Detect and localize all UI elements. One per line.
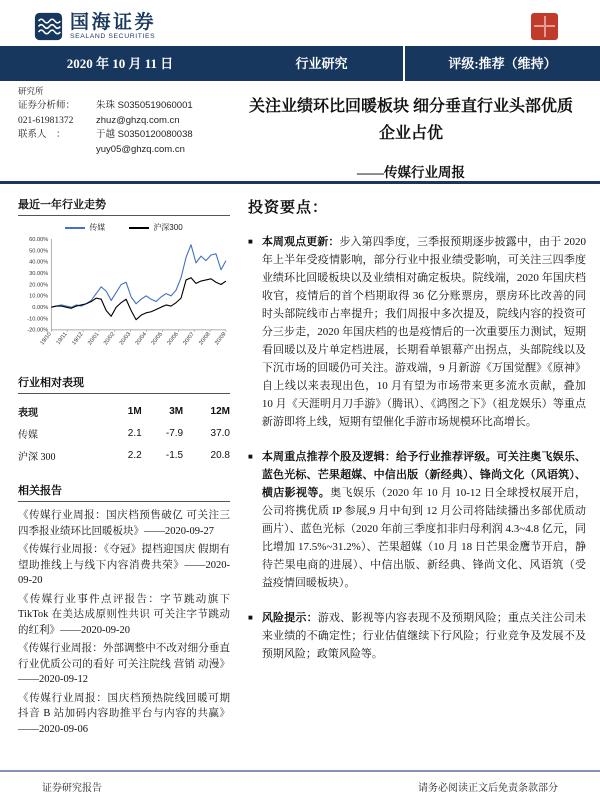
square-bullet-icon: ■ [248, 237, 253, 246]
report-title-line1: 关注业绩环比回暖板块 细分垂直行业头部优质 [248, 98, 573, 115]
svg-text:30.00%: 30.00% [29, 270, 49, 277]
page-footer [0, 770, 600, 794]
bullet-body: 游戏、影视等内容表现不及预期风险；重点关注公司未来业绩的不确定性；行业估值继续下行风险；行业竞争及发展不及预期风险；政策风险等。 [261, 612, 586, 660]
sealand-logo-icon [34, 12, 63, 41]
title-block [236, 85, 586, 180]
legend-item: 传媒 [65, 222, 105, 233]
svg-text:19/12: 19/12 [71, 331, 85, 347]
report-subtitle: ——传媒行业周报 [357, 165, 465, 180]
related-report-item: 《传媒行业周报：外部调整中不改对细分垂直行业优质公司的看好 可关注院线 营销 动漫》——2020-09-12 [18, 643, 230, 686]
svg-text:60.00%: 60.00% [29, 236, 49, 243]
svg-text:20/03: 20/03 [118, 331, 133, 347]
bullet-lead: 本周观点更新： [261, 236, 340, 248]
bullet-item [248, 609, 586, 663]
footer-left: 证券研究报告 [42, 783, 102, 794]
cell-value: -1.5 [165, 449, 184, 461]
contact-name-id: 于越 S0350120080038 [96, 129, 193, 140]
relative-performance-table [18, 400, 230, 466]
report-date: 2020 年 10 月 11 日 [66, 56, 174, 71]
svg-text:20/06: 20/06 [166, 331, 180, 347]
cell-value: 37.0 [210, 427, 230, 439]
contact-email: yuy05@ghzq.com.cn [96, 143, 185, 155]
industry-trend-chart [18, 233, 230, 358]
related-report-item: 《传媒行业周报：国庆档预售破亿 可关注三四季报业绩环比回暖板块》——2020-09-27 [18, 510, 230, 537]
report-rating: 评级:推荐（维持） [403, 46, 600, 81]
bullet-body: 步入第四季度，三季报预期逐步披露中，由于 2020 年上半年受疫情影响，部分行业中报业绩受影响，可关注三四季度业绩环比回暖板块以及业绩相对确定板块。院线端，2020 年国庆档收官，疫情后的首个档期取得 36 亿分账票房，票房环比改善的同时头部院线市占率提升；我们周报中多次提及，院线内容的投资可分三步走，2020 年国庆档的也是疫情后的一次重要压力测试，短期看回暖以及片单定档进展，长期看单银幕产出拐点，头部院线以及下沉市场的回暖仍可关注。游戏端，9 月新游《万国觉醒》《原神》自上线以来表现出色，10 月有望为市场带来更多流水贡献，叠加 10 月《天涯明月刀手游》（腾讯）、《鸿图之下》（祖龙娱乐）等重点新游即将上线，短期有望催化手游市场规模环比高增长。 [261, 236, 587, 428]
report-category: 行业研究 [295, 56, 348, 71]
bullet-text [262, 448, 586, 592]
analyst-label: 证券分析师： [18, 101, 76, 111]
main-column [248, 194, 586, 762]
research-office-label: 研究所 [18, 86, 44, 96]
bullet-lead: 本周重点推荐个股及逻辑：给予行业推荐评级。可关注奥飞娱乐、蓝色光标、芒果超媒、中信出版（新经典）、锋尚文化（风语筑）、横店影视等。 [261, 451, 586, 499]
row-label: 传媒 [18, 429, 38, 441]
svg-text:40.00%: 40.00% [29, 259, 49, 266]
bullet-lead: 风险提示： [261, 612, 318, 624]
report-title-line2: 企业占优 [378, 125, 443, 142]
table-row [18, 444, 230, 466]
svg-text:0.00%: 0.00% [32, 305, 49, 312]
cell-value: 2.1 [127, 427, 142, 439]
svg-text:-10.00%: -10.00% [27, 316, 49, 323]
brand-text [70, 13, 156, 40]
svg-text:20/04: 20/04 [134, 331, 149, 347]
svg-text:20/08: 20/08 [198, 331, 212, 347]
analyst-block [18, 85, 236, 175]
chart-section-title: 最近一年行业走势 [18, 196, 230, 216]
row-label: 沪深 300 [18, 451, 56, 463]
content-columns [0, 184, 600, 762]
relative-performance-title: 行业相对表现 [18, 374, 230, 394]
company-seal-icon [531, 13, 558, 40]
header-bar [0, 46, 600, 81]
svg-text:10.00%: 10.00% [29, 293, 49, 300]
square-bullet-icon: ■ [248, 452, 253, 461]
col-header: 表现 [18, 407, 38, 419]
bullet-text [262, 233, 586, 431]
svg-text:19/11: 19/11 [55, 331, 69, 346]
related-report-item: 《传媒行业周报：《夺冠》提档迎国庆 假期有望助推线上与线下内容消费共荣》——2020-09-20 [18, 544, 230, 587]
analyst-name-id: 朱珠 S0350519060001 [96, 100, 193, 111]
company-name-en: SEALAND SECURITIES [70, 32, 156, 40]
svg-text:20/09: 20/09 [214, 331, 228, 347]
sidebar-column [18, 194, 230, 762]
bullet-item [248, 233, 586, 431]
svg-text:-20.00%: -20.00% [27, 327, 49, 334]
brand [34, 12, 156, 41]
contact-label: 联系人 ： [18, 130, 66, 140]
svg-text:50.00%: 50.00% [29, 248, 49, 255]
svg-text:20/05: 20/05 [150, 331, 165, 347]
related-report-item: 《传媒行业周报：国庆档预热院线回暖可期 抖音 B 站加码内容助推平台与内容的共赢》——2020-09-06 [18, 692, 230, 735]
related-report-item: 《传媒行业事件点评报告：字节跳动旗下TikTok 在美达成原则性共识 可关注字节跳动的红利》——2020-09-20 [18, 593, 230, 636]
bullet-text [262, 609, 586, 663]
related-reports-title: 相关报告 [18, 482, 230, 502]
col-header-1m: 1M [127, 405, 142, 417]
square-bullet-icon: ■ [248, 613, 253, 622]
analyst-email: zhuz@ghzq.com.cn [96, 114, 180, 126]
cell-value: 2.2 [127, 449, 142, 461]
key-points-heading: 投资要点： [248, 200, 329, 216]
table-row [18, 422, 230, 444]
company-name: 国海证券 [70, 11, 157, 33]
chart-legend [18, 222, 230, 233]
svg-text:20/01: 20/01 [87, 331, 101, 347]
bullet-body: 奥飞娱乐（2020 年 10 月 10-12 日全球授权展开启，公司将携优质 IP 参展,9 月中旬到 12 月公司将陆续播出多部优质动画片）、蓝色光标（2020 年前三季度扣非归母利润 4.3~4.8 亿元，同比增加 17.5%~31.2%）、芒果超媒（10 月 18 日芒果金鹰节开启，静待芒果电商的进展）、中信出版、新经典、锋尚文化、风语筑（受益疫情回暖板块）。 [261, 487, 586, 589]
analyst-grid [18, 99, 236, 157]
cell-value: 20.8 [210, 449, 230, 461]
svg-text:20.00%: 20.00% [29, 282, 49, 289]
footer-right: 请务必阅读正文后免责条款部分 [418, 783, 558, 794]
col-header-12m: 12M [210, 405, 230, 417]
svg-text:20/02: 20/02 [102, 331, 117, 347]
table-header-row [18, 400, 230, 422]
col-header-3m: 3M [169, 405, 184, 417]
cell-value: -7.9 [165, 427, 184, 439]
masthead [0, 0, 600, 46]
svg-text:20/07: 20/07 [182, 331, 196, 347]
analyst-phone: 021-61981372 [18, 115, 74, 126]
info-row [0, 81, 600, 181]
svg-text:19/10: 19/10 [39, 331, 53, 347]
bullet-item [248, 448, 586, 592]
legend-item: 沪深300 [129, 222, 182, 233]
